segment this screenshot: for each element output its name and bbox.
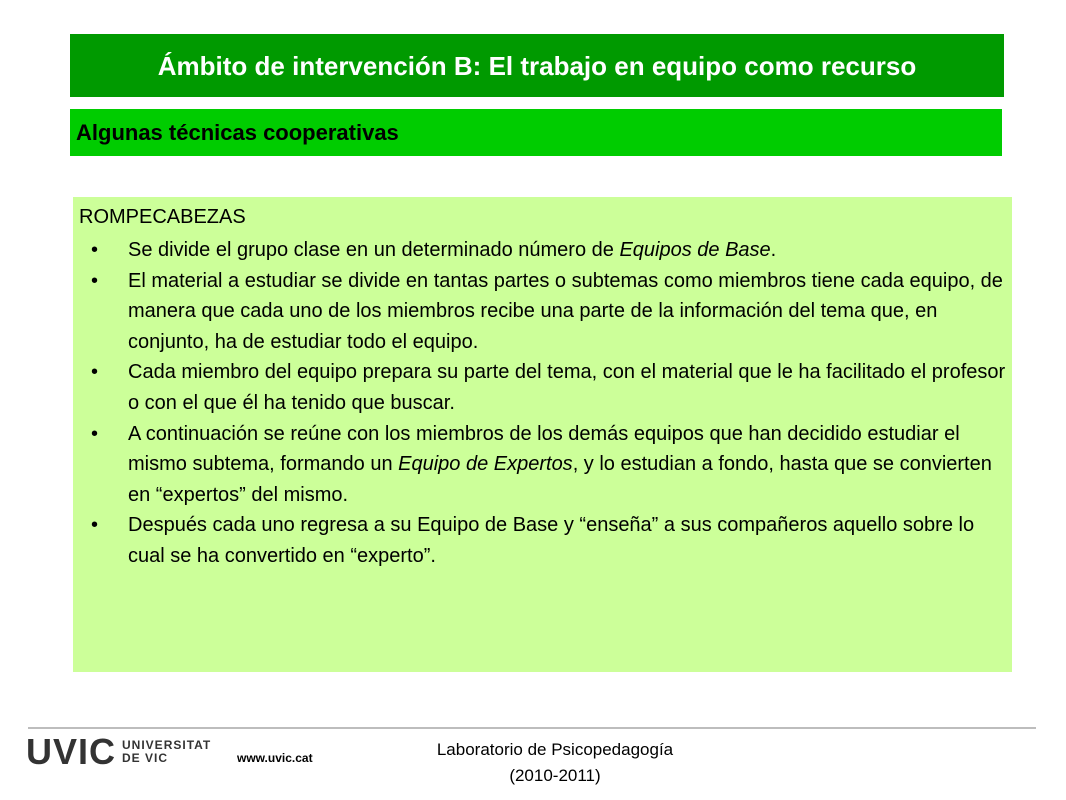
- bullet-text: Se divide el grupo clase en un determinado número de: [128, 239, 620, 261]
- bullet-item: [73, 510, 1008, 571]
- bullet-text: , y lo estudian a fondo, hasta que se convierten en “expertos” del mismo.: [128, 453, 992, 506]
- content-box: [73, 197, 1012, 672]
- bullet-emphasis: Equipos de Base: [619, 239, 771, 261]
- uvic-logo: [26, 731, 212, 772]
- footer-lab-name: Laboratorio de Psicopedagogía: [436, 740, 674, 759]
- bullet-item: [73, 235, 1008, 266]
- bullet-text: El material a estudiar se divide en tantas partes o subtemas como miembros tiene cada equipo, de manera que cada uno de los miembros recibe una parte de la información del tema que, en conjunto, ha de estudiar todo el equipo.: [128, 269, 1003, 353]
- logo-wordmark: UVIC: [26, 731, 117, 772]
- slide-title-bar: [70, 34, 1004, 97]
- bullet-marker: •: [91, 422, 99, 445]
- bullet-emphasis: Equipo de Expertos: [398, 453, 573, 476]
- footer-divider: [28, 727, 1036, 729]
- logo-sub-line2: DE VIC: [122, 751, 169, 765]
- bullet-text: Cada miembro del equipo prepara su parte del tema, con el material que le ha facilitado el profesor o con el que él ha tenido que buscar.: [128, 361, 1006, 414]
- slide-subtitle: Algunas técnicas cooperativas: [76, 119, 399, 145]
- bullet-text: Después cada uno regresa a su Equipo de Base y “enseña” a sus compañeros aquello sobre lo cual se ha convertido en “experto”.: [128, 514, 975, 567]
- footer-caption: [385, 737, 725, 789]
- footer-year: (2010-2011): [509, 766, 601, 785]
- bullet-item: [73, 357, 1008, 418]
- bullet-marker: •: [91, 269, 99, 292]
- bullet-marker: •: [91, 361, 99, 384]
- logo-subtext: [122, 737, 211, 765]
- slide-subtitle-bar: [70, 109, 1002, 156]
- bullet-item: [73, 419, 1008, 511]
- bullet-text: .: [770, 239, 777, 261]
- logo-sub-line1: UNIVERSITAT: [122, 738, 212, 752]
- bullet-list: [73, 235, 1008, 572]
- slide-title: Ámbito de intervención B: El trabajo en equipo como recurso: [157, 51, 917, 81]
- bullet-text: A continuación se reúne con los miembros de los demás equipos que han decidido estudiar el mismo subtema, formando un: [128, 422, 960, 476]
- bullet-marker: •: [91, 239, 99, 261]
- website-link[interactable]: www.uvic.cat: [237, 751, 313, 765]
- content-heading: ROMPECABEZAS: [79, 206, 246, 228]
- bullet-item: [73, 266, 1008, 358]
- bullet-marker: •: [91, 514, 99, 537]
